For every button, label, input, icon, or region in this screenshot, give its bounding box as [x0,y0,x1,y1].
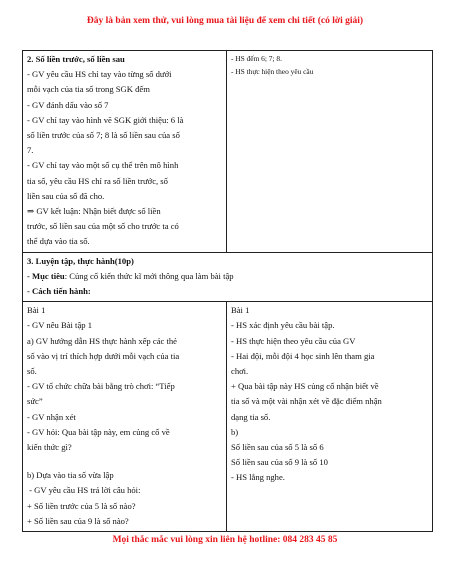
blank-line [27,455,222,468]
text-line: kiến thức gì? [27,442,72,453]
text-line: chơi. [231,366,249,377]
text-line: dạng tia số. [231,411,271,422]
section3-row [23,252,433,302]
text-line: liền sau của số đã cho. [27,190,105,201]
text-line: - GV yêu cầu HS trả lời câu hỏi: [27,485,141,496]
text-line: - GV nhận xét [27,411,76,422]
text-line: ⇒ GV kết luận: Nhận biết được số liền [27,206,161,217]
text-line: mỗi vạch của tia số trong SGK đếm [27,84,150,95]
text-line: sức” [27,396,43,407]
text-line: - GV tổ chức chữa bài bằng trò chơi: “Tiếp [27,381,175,392]
teacher-activity-cell [23,51,227,253]
teacher-activity-cell [23,302,227,532]
text-line: - HS đếm 6; 7; 8. [231,54,282,63]
text-line: + Số liền sau của 9 là số nào? [27,515,129,526]
text-line: số liền trước của số 7; 8 là số liền sau của số [27,130,180,141]
objective-line [27,269,428,284]
text-line: trước, số liền sau của một số cho trước ta có [27,221,179,232]
text-line: - GV hỏi: Qua bài tập này, em củng cố về [27,426,170,437]
section2-title: 2. Số liền trước, số liền sau [27,54,125,64]
preview-banner: Đây là bản xem thử, vui lòng mua tài liệu để xem chi tiết (có lời giải) [86,16,364,26]
exercise-title: Bài 1 [231,305,250,316]
text-line: b) [231,426,239,437]
section3-cell [23,252,433,302]
exercise1-row [23,302,433,532]
text-line: Số liền sau của số 9 là số 10 [231,457,328,468]
text-line: số vào vị trí thích hợp dưới mỗi vạch của tia [27,350,180,361]
section3-title: 3. Luyện tập, thực hành(10p) [27,255,134,266]
text-line: thể dựa vào tia số. [27,236,90,247]
text-line: - GV nêu Bài tập 1 [27,320,92,331]
text-line: - GV yêu cầu HS chỉ tay vào từng số dưới [27,69,172,80]
student-activity-cell [227,302,433,532]
text-line: + Qua bài tập này HS củng cố nhận biết về [231,381,379,392]
text-line: - HS xác định yêu cầu bài tập. [231,320,335,331]
student-activity-cell [227,51,433,253]
text-line: tia số, yêu cầu HS chỉ ra số liền trước, số [27,175,168,186]
text-line: 7. [27,145,34,156]
text-line: tia số và một vài nhận xét về đặc điểm nhận [231,396,382,407]
text-line: b) Dựa vào tia số vừa lập [27,470,114,481]
text-line: - GV đánh dấu vào số 7 [27,99,109,110]
text-line: - GV chỉ tay vào một số cụ thể trên mô hình [27,160,179,171]
text-line: - GV chỉ tay vào hình vẽ SGK giới thiệu: 6 là [27,114,184,125]
text-line: + Số liền trước của 5 là số nào? [27,500,136,511]
text-line: - HS lắng nghe. [231,472,285,483]
hotline-banner: Mọi thắc mắc vui lòng xin liên hệ hotline: 084 283 45 85 [112,535,338,545]
text-line: số. [27,366,37,377]
text-line: - HS thực hiện theo yêu cầu của GV [231,335,356,346]
objective-text: : Củng cố kiến thức kĩ mới thông qua làm bài tập [64,270,234,281]
lesson-plan-table [22,50,433,532]
text-line: a) GV hướng dẫn HS thực hành xếp các thẻ [27,335,177,346]
exercise-title: Bài 1 [27,305,46,316]
text-line: - Hai đội, mỗi đội 4 học sinh lên tham gia [231,350,375,361]
section2-row [23,51,433,253]
method-label: - Cách tiến hành: [27,286,91,297]
text-line: Số liền sau của số 5 là số 6 [231,442,324,453]
text-line: - HS thực hiện theo yêu cầu [231,67,314,76]
objective-label: - Mục tiêu [27,270,65,281]
